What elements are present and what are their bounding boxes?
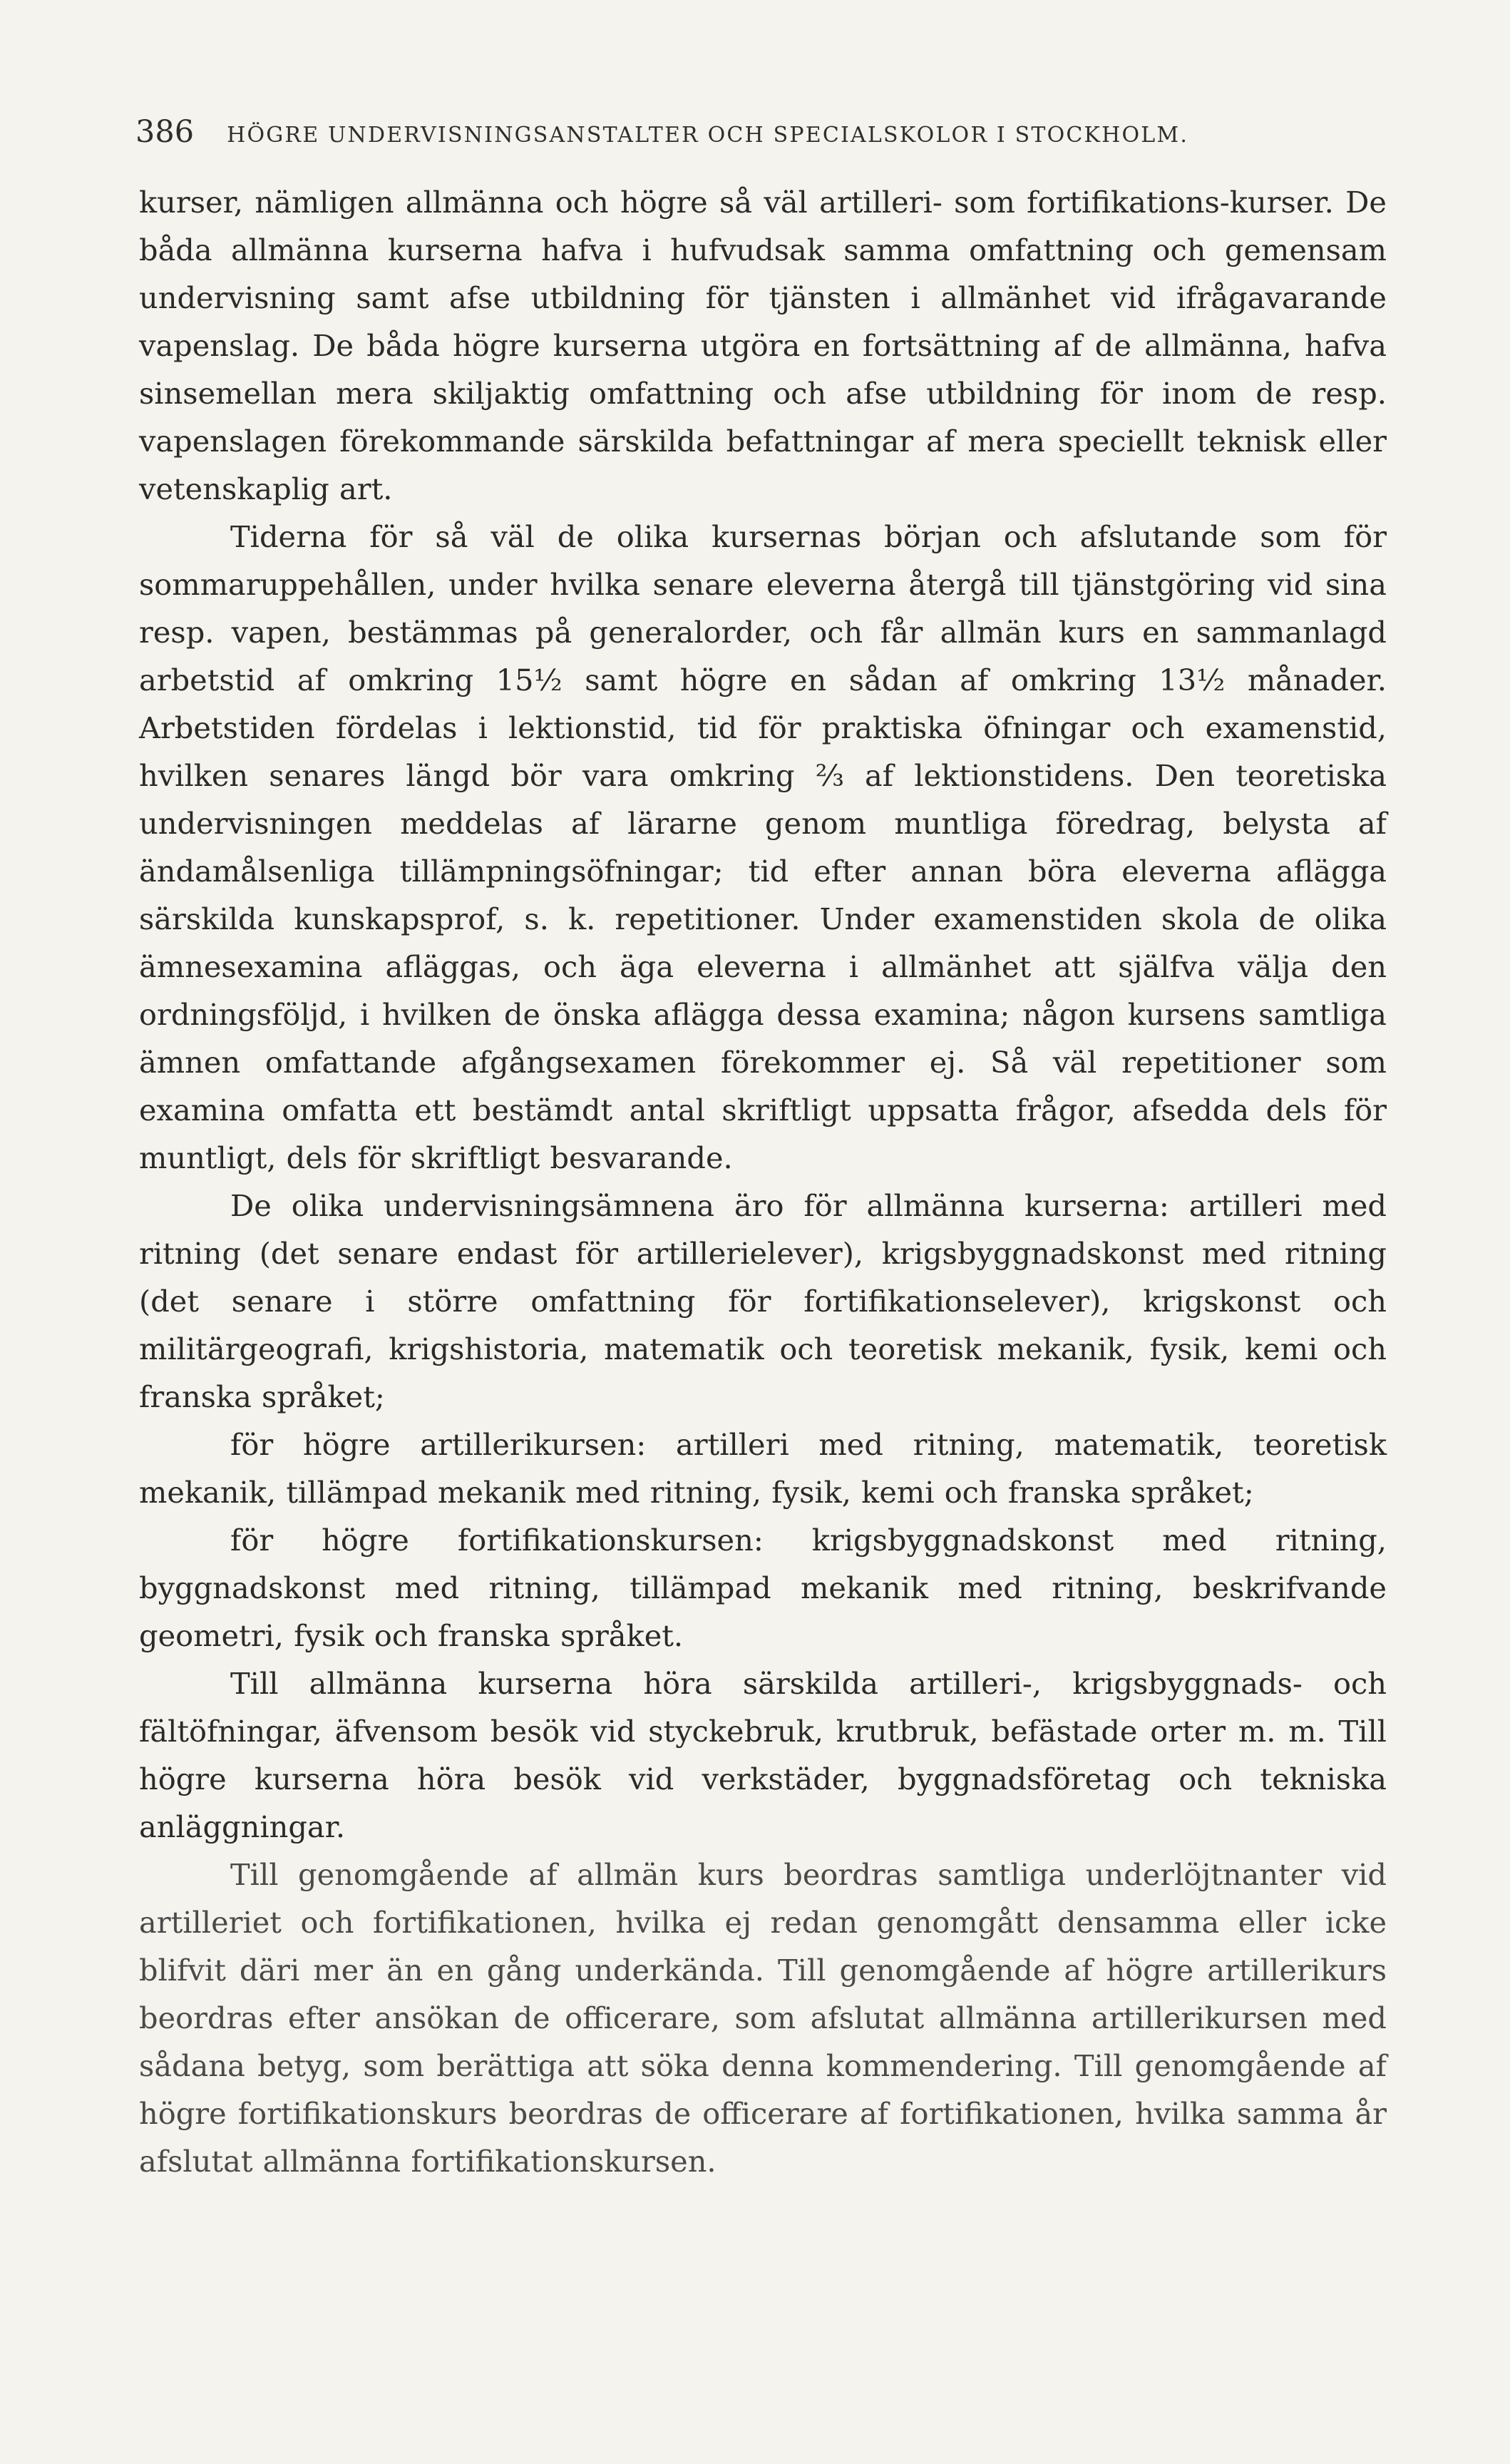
body-text <box>139 178 1387 2185</box>
page-number: 386 <box>135 114 195 150</box>
paragraph-admission: Till genomgående af allmän kurs beordras samtliga underlöjtnanter vid artilleriet och fortifikationen, hvilka ej redan genomgått densamma eller icke blifvit däri mer än en gång underkända. Till genomgående af högre artillerikurs beordras efter ansökan de officerare, som afslutat allmänna artillerikursen med sådana betyg, som berättiga att söka denna kommendering. Till genomgående af högre fortifikationskurs beordras de officerare af fortifikationen, hvilka samma år afslutat allmänna fortifikationskursen. <box>139 1857 1387 2179</box>
paragraph-continuation: kurser, nämligen allmänna och högre så väl artilleri- som fortifikations-kurser. De båda allmänna kurserna hafva i hufvudsak samma omfattning och gemensam undervisning samt afse utbildning för tjänsten i allmänhet vid ifrågavarande vapenslag. De båda högre kurserna utgöra en fortsättning af de allmänna, hafva sinsemellan mera skiljaktig omfattning och afse utbildning för inom de resp. vapenslagen förekommande särskilda befattningar af mera speciellt teknisk eller vetenskaplig art. <box>139 185 1387 506</box>
running-head: HÖGRE UNDERVISNINGSANSTALTER OCH SPECIALSKOLOR I STOCKHOLM. <box>227 123 1189 148</box>
paragraph-subjects-fortification: för högre fortifikationskursen: krigsbyggnadskonst med ritning, byggnadskonst med ritning, tillämpad mekanik med ritning, beskrifvande geometri, fysik och franska språket. <box>139 1523 1387 1653</box>
paragraph-subjects-general: De olika undervisningsämnena äro för allmänna kurserna: artilleri med ritning (det senare endast för artillerielever), krigsbyggnadskonst med ritning (det senare i större omfattning för fortifikationselever), krigskonst och militärgeografi, krigshistoria, matematik och teoretisk mekanik, fysik, kemi och franska språket; <box>139 1188 1387 1414</box>
paragraph-exercises: Till allmänna kurserna höra särskilda artilleri-, krigsbyggnads- och fältöfningar, äfvensom besök vid styckebruk, krutbruk, befästade orter m. m. Till högre kurserna höra besök vid verkstäder, byggnadsföretag och tekniska anläggningar. <box>139 1666 1387 1844</box>
page-header <box>135 114 1390 157</box>
paragraph-subjects-artillery: för högre artillerikursen: artilleri med ritning, matematik, teoretisk mekanik, tillämpad mekanik med ritning, fysik, kemi och franska språket; <box>139 1427 1387 1510</box>
paragraph-course-times: Tiderna för så väl de olika kursernas början och afslutande som för sommaruppehållen, under hvilka senare eleverna återgå till tjänstgöring vid sina resp. vapen, bestämmas på generalorder, och får allmän kurs en sammanlagd arbetstid af omkring 15½ samt högre en sådan af omkring 13½ månader. Arbetstiden fördelas i lektionstid, tid för praktiska öfningar och examenstid, hvilken senares längd bör vara omkring ⅔ af lektionstidens. Den teoretiska undervisningen meddelas af lärarne genom muntliga föredrag, belysta af ändamålsenliga tillämpningsöfningar; tid efter annan böra eleverna aflägga särskilda kunskapsprof, s. k. repetitioner. Under examenstiden skola de olika ämnesexamina afläggas, och äga eleverna i allmänhet att själfva välja den ordningsföljd, i hvilken de önska aflägga dessa examina; någon kursens samtliga ämnen omfattande afgångsexamen förekommer ej. Så väl repetitioner som examina omfatta ett bestämdt antal skriftligt uppsatta frågor, afsedda dels för muntligt, dels för skriftligt besvarande. <box>139 519 1387 1175</box>
